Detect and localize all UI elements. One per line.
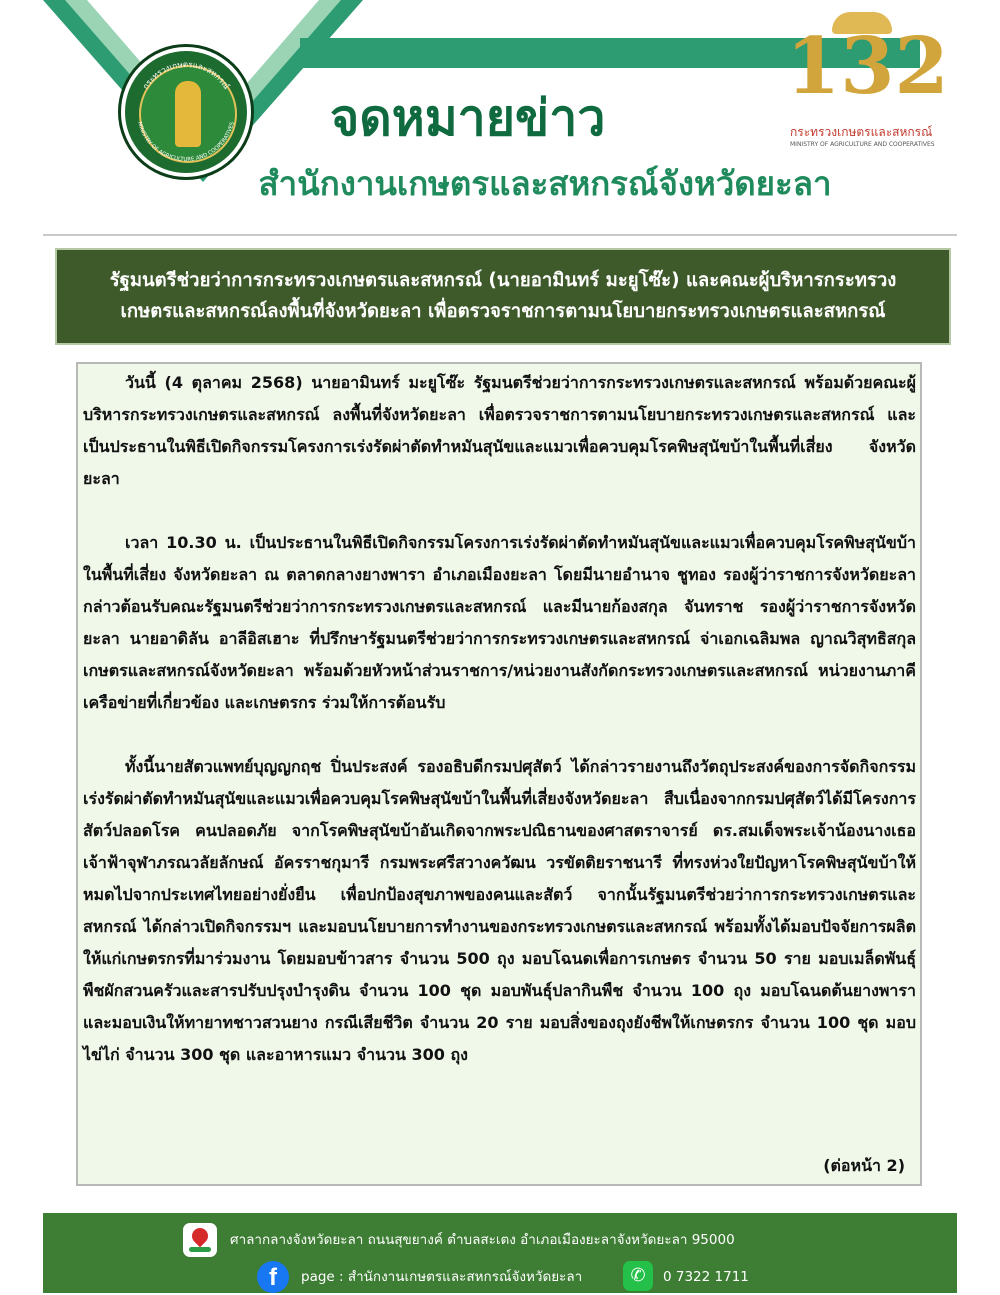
header-divider (43, 234, 957, 236)
continued-note: (ต่อหน้า 2) (823, 1156, 905, 1175)
map-pin-icon (183, 1223, 217, 1257)
headline-box (55, 248, 951, 345)
seal-ring-text (125, 51, 247, 173)
article-paragraph-2: เวลา 10.30 น. เป็นประธานในพิธีเปิดกิจกรรมโครงการเร่งรัดผ่าตัดทำหมันสุนัขและแมวเพื่อควบคุมโรคพิษสุนัขบ้าในพื้นที่เสี่ยง จังหวัดยะลา ณ ตลาดกลางยางพารา อำเภอเมืองยะลา โดยมีนายอำนาจ ชูทอง รองผู้ว่าราชการจังหวัดยะลา กล่าวต้อนรับคณะรัฐมนตรีช่วยว่าการกระทรวงเกษตรและสหกรณ์ และมีนายก้องสกุล จันทราช รองผู้ว่าราชการจังหวัดยะลา นายอาดิลัน อาลีอิสเฮาะ ที่ปรึกษารัฐมนตรีช่วยว่าการกระทรวงเกษตรและสหกรณ์ จ่าเอกเฉลิมพล ญาณวิสุทธิสกุล เกษตรและสหกรณ์จังหวัดยะลา พร้อมด้วยหัวหน้าส่วนราชการ/หน่วยงานสังกัดกระทรวงเกษตรและสหกรณ์ หน่วยงานภาคีเครือข่ายที่เกี่ยวข้อง และเกษตรกร ร่วมให้การต้อนรับ (83, 533, 916, 712)
facebook-page-link[interactable]: page : สำนักงานเกษตรและสหกรณ์จังหวัดยะลา (301, 1269, 583, 1285)
anniversary-logo (776, 10, 951, 130)
anniversary-number: 132 (786, 21, 949, 112)
address-text: ศาลากลางจังหวัดยะลา ถนนสุขยางค์ ตำบลสะเตง อำเภอเมืองยะลาจังหวัดยะลา 95000 (230, 1232, 735, 1248)
seal-bottom-text: MINISTRY OF AGRICULTURE AND COOPERATIVES (136, 121, 236, 164)
ministry-name-th: กระทรวงเกษตรและสหกรณ์ (790, 125, 933, 139)
newsletter-title: จดหมายข่าว (330, 89, 606, 147)
seal-top-text: กระทรวงเกษตรและสหกรณ์ (140, 59, 232, 91)
letterhead (0, 0, 1000, 240)
headline-line-2: เกษตรและสหกรณ์ลงพื้นที่จังหวัดยะลา เพื่อตรวจราชการตามนโยบายกระทรวงเกษตรและสหกรณ์ (120, 301, 886, 322)
contact-footer (43, 1213, 957, 1293)
svg-text:MINISTRY OF AGRICULTURE AND CO (136, 121, 236, 163)
article-paragraph-1: วันนี้ (4 ตุลาคม 2568) นายอามินทร์ มะยูโซ๊ะ รัฐมนตรีช่วยว่าการกระทรวงเกษตรและสหกรณ์ พร้อมด้วยคณะผู้บริหารกระทรวงเกษตรและสหกรณ์ ลงพื้นที่จังหวัดยะลา เพื่อตรวจราชการตามนโยบายกระทรวงเกษตรและสหกรณ์ และเป็นประธานในพิธีเปิดกิจกรรมโครงการเร่งรัดผ่าตัดทำหมันสุนัขและแมวเพื่อควบคุมโรคพิษสุนัขบ้าในพื้นที่เสี่ยง จังหวัดยะลา (83, 373, 916, 488)
phone-icon: ✆ (623, 1261, 653, 1291)
phone-number[interactable]: 0 7322 1711 (663, 1269, 749, 1285)
article-paragraph-3: ทั้งนี้นายสัตวแพทย์บุญญกฤช ปิ่นประสงค์ รองอธิบดีกรมปศุสัตว์ ได้กล่าวรายงานถึงวัตถุประสงค์ของการจัดกิจกรรมเร่งรัดผ่าตัดทำหมันสุนัขและแมวเพื่อควบคุมโรคพิษสุนัขบ้าในพื้นที่เสี่ยงจังหวัดยะลา สืบเนื่องจากกรมปศุสัตว์ได้มีโครงการสัตว์ปลอดโรค คนปลอดภัย จากโรคพิษสุนัขบ้าอันเกิดจากพระปณิธานของศาสตราจารย์ ดร.สมเด็จพระเจ้าน้องนางเธอ เจ้าฟ้าจุฬาภรณวลัยลักษณ์ อัครราชกุมารี กรมพระศรีสวางควัฒน วรขัตติยราชนารี ที่ทรงห่วงใยปัญหาโรคพิษสุนัขบ้าให้หมดไปจากประเทศไทยอย่างยั่งยืน เพื่อปกป้องสุขภาพของคนและสัตว์ จากนั้นรัฐมนตรีช่วยว่าการกระทรวงเกษตรและสหกรณ์ ได้กล่าวเปิดกิจกรรมฯ และมอบนโยบายการทำงานของกระทรวงเกษตรและสหกรณ์ พร้อมทั้งได้มอบปัจจัยการผลิตให้แก่เกษตรกรที่มาร่วมงาน โดยมอบข้าวสาร จำนวน 500 ถุง มอบโฉนดเพื่อการเกษตร จำนวน 50 ราย มอบเมล็ดพันธุ์พืชผักสวนครัวและสารปรับปรุงบำรุงดิน จำนวน 100 ชุด มอบพันธุ์ปลากินพืช จำนวน 100 ถุง มอบโฉนดต้นยางพารา และมอบเงินให้ทายาทชาวสวนยาง กรณีเสียชีวิต จำนวน 20 ราย มอบสิ่งของถุงยังชีพให้เกษตรกร จำนวน 100 ชุด มอบไข่ไก่ จำนวน 300 ชุด และอาหารแมว จำนวน 300 ถุง (83, 757, 916, 1064)
facebook-icon[interactable]: f (257, 1261, 289, 1293)
contact-row (257, 1261, 957, 1293)
headline-line-1: รัฐมนตรีช่วยว่าการกระทรวงเกษตรและสหกรณ์ (นายอามินทร์ มะยูโซ๊ะ) และคณะผู้บริหารกระทรวง (109, 270, 897, 291)
office-name: สำนักงานเกษตรและสหกรณ์จังหวัดยะลา (258, 164, 832, 203)
address-row (183, 1223, 883, 1259)
svg-text:กระทรวงเกษตรและสหกรณ์ (141, 60, 232, 91)
article-body (76, 362, 922, 1186)
ministry-name-en: MINISTRY OF AGRICULTURE AND COOPERATIVES (790, 141, 935, 148)
